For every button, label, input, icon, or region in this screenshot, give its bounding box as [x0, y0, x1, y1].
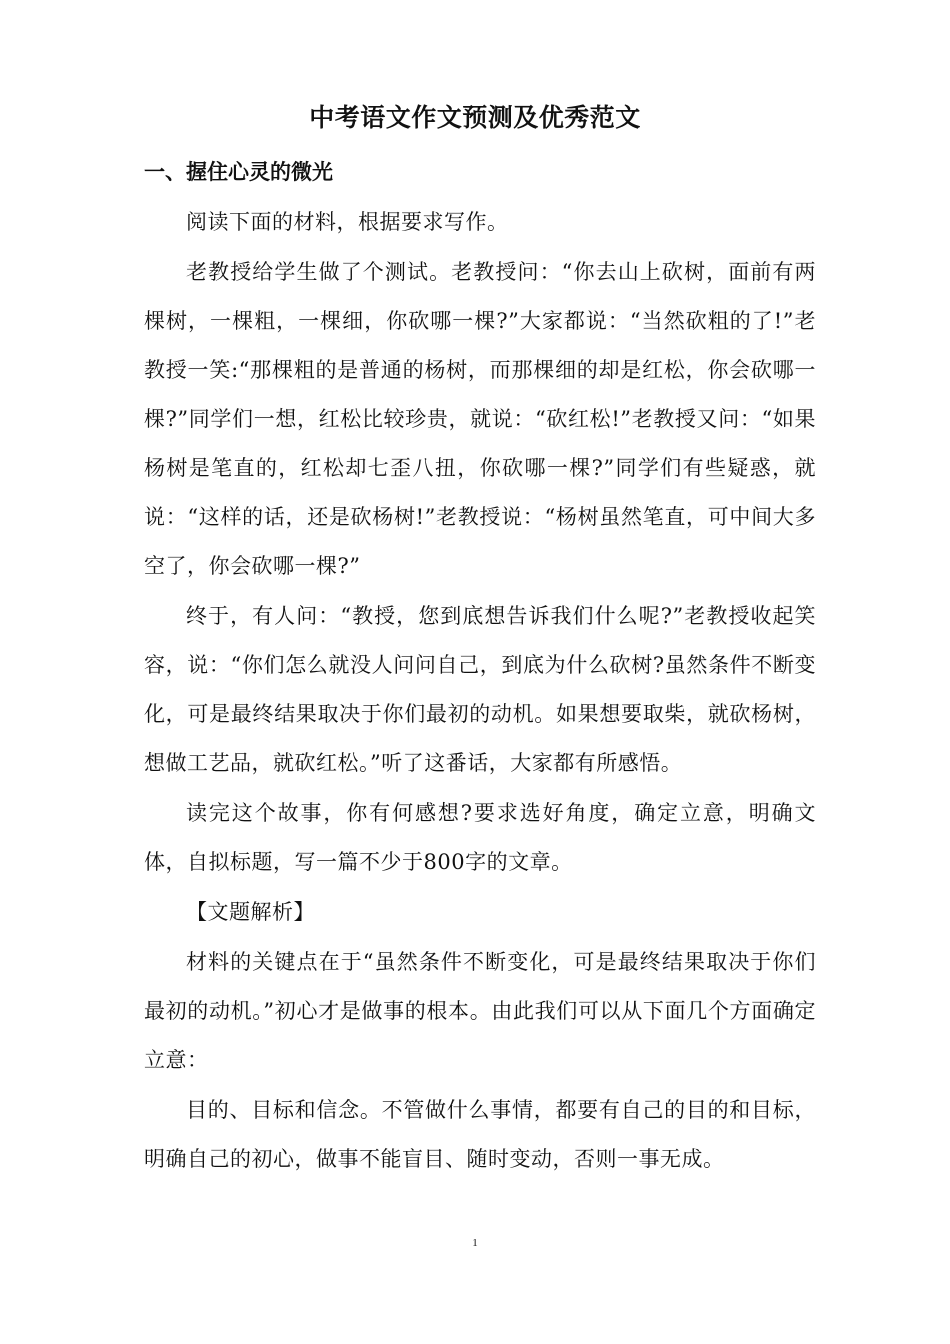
document-title: 中考语文作文预测及优秀范文 [309, 103, 641, 132]
paragraph-analysis-heading: 【文题解析】 [186, 900, 315, 924]
paragraph-instruction: 阅读下面的材料，根据要求写作。 [186, 210, 509, 234]
paragraph-analysis: 材料的关键点在于“虽然条件不断变化，可是最终结果取决于你们最初的动机。”初心才是做事的根本。由此我们可以从下面几个方面确定立意： [144, 950, 816, 1072]
paragraph-requirements: 读完这个故事，你有何感想?要求选好角度，确定立意，明确文体，自拟标题，写一篇不少于800字的文章。 [144, 801, 816, 874]
paragraph-theme-goal: 目的、目标和信念。不管做什么事情，都要有自己的目的和目标，明确自己的初心，做事不能盲目、随时变动，否则一事无成。 [144, 1098, 816, 1171]
paragraph-story: 老教授给学生做了个测试。老教授问：“你去山上砍树，面前有两棵树，一棵粗，一棵细，你砍哪一棵?”大家都说：“当然砍粗的了!”老教授一笑:“那棵粗的是普通的杨树，而那棵细的却是红松，你会砍哪一棵?”同学们一想，红松比较珍贵，就说：“砍红松!”老教授又问：“如果杨树是笔直的，红松却七歪八扭，你砍哪一棵?”同学们有些疑惑，就说：“这样的话，还是砍杨树!”老教授说：“杨树虽然笔直，可中间大多空了，你会砍哪一棵?” [144, 260, 816, 578]
section-heading: 一、握住心灵的微光 [144, 159, 333, 184]
document-body [144, 198, 816, 1185]
page-number: 1 [472, 1237, 478, 1249]
paragraph-story-ending: 终于，有人问：“教授，您到底想告诉我们什么呢?”老教授收起笑容，说：“你们怎么就没人问问自己，到底为什么砍树?虽然条件不断变化，可是最终结果取决于你们最初的动机。如果想要取柴，就砍杨树，想做工艺品，就砍红松。”听了这番话，大家都有所感悟。 [144, 604, 816, 775]
